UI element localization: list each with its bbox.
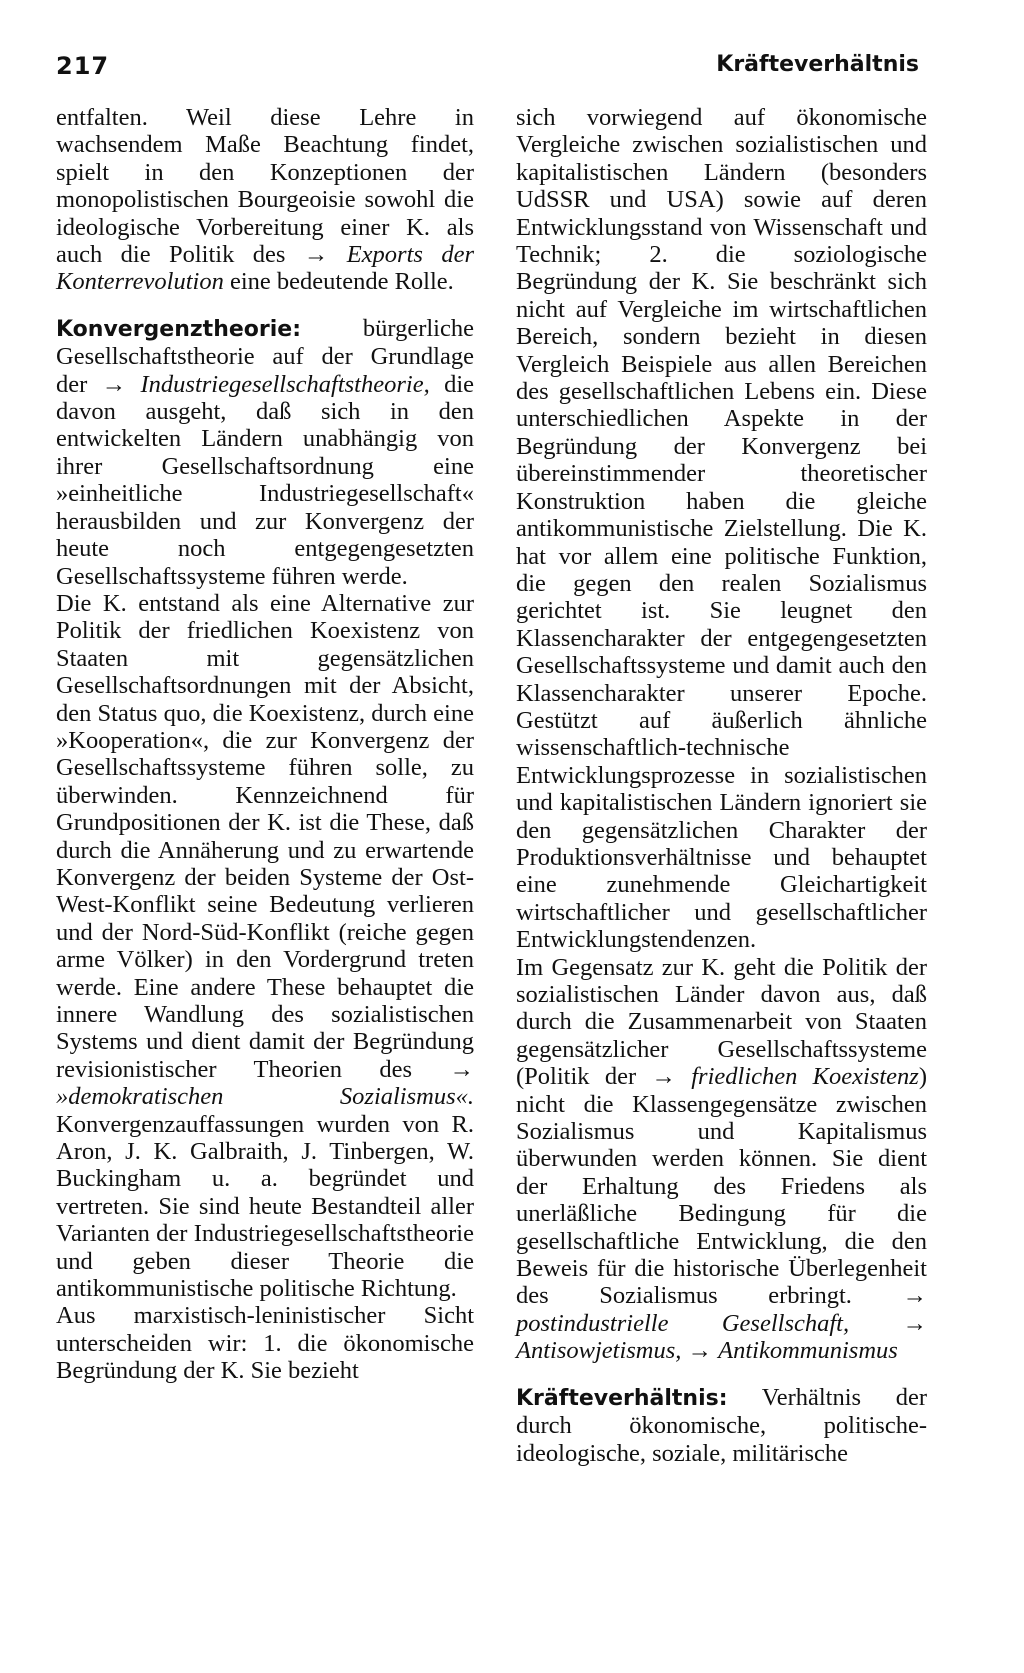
text: bürgerliche Gesellschaftstheorie auf der Grundlage der → — [56, 314, 474, 398]
cross-reference: postindustrielle Gesellschaft, — [516, 1309, 850, 1337]
right-column — [516, 104, 927, 1467]
paragraph: Aus marxistisch-leninistischer Sicht unterscheiden wir: 1. die ökonomische Begründung der K. Sie bezieht — [56, 1302, 474, 1385]
arrow: → — [902, 1309, 927, 1337]
cross-reference: Industriegesellschaftstheorie, — [140, 370, 430, 398]
cross-reference: »demokratischen Sozialismus«. — [56, 1083, 474, 1111]
text: ) nicht die Klassengegensätze zwischen Sozialismus und Kapitalismus überwunden werden können. Sie dient der Erhaltung des Friedens als unerläßliche Bedingung für die gesellschaftliche Entwicklung, die den Beweis für die historische Überlegenheit des Sozialismus erbringt. → — [516, 1063, 927, 1310]
paragraph — [56, 590, 474, 1303]
cross-reference: Antisowjetismus, — [516, 1337, 682, 1365]
entry-konvergenztheorie — [56, 315, 474, 590]
left-column — [56, 104, 474, 1385]
text: entfalten. Weil diese Lehre in wachsendem Maße Beachtung findet, spielt in den Konzeptionen der monopolistischen Bourgeoisie sowohl die ideologische Vorbereitung einer K. als auch die Politik des → — [56, 104, 474, 269]
text: eine bedeutende Rolle. — [229, 268, 454, 296]
cross-reference: Exports der Konterrevolution — [56, 241, 474, 296]
cross-reference: friedlichen Koexistenz — [691, 1063, 919, 1091]
paragraph: sich vorwiegend auf ökonomische Vergleiche zwischen sozialistischen und kapitalistischen Ländern (besonders UdSSR und USA) sowie auf deren Entwicklungsstand von Wissenschaft und Technik; 2. die soziologische Begründung der K. Sie beschränkt sich nicht auf Vergleiche im wirtschaftlichen Bereich, sondern bezieht in diesen Vergleich Beispiele aus allen Bereichen des gesellschaftlichen Lebens ein. Diese unterschiedlichen Aspekte in der Begründung der Konvergenz bei übereinstimmender theoretischer Konstruktion haben die gleiche antikommunistische Zielstellung. Die K. hat vor allem eine politische Funktion, die gegen den realen Sozialismus gerichtet ist. Sie leugnet den Klassencharakter der entgegengesetzten Gesellschaftssysteme und damit auch den Klassencharakter unserer Epoche. Gestützt auf äußerlich ähnliche wissenschaftlich-technische Entwicklungsprozesse in sozialistischen und kapitalistischen Ländern ignoriert sie den gegensätzlichen Charakter der Produktionsverhältnisse und behauptet eine zunehmende Gleichartigkeit wirtschaftlicher und gesellschaftlicher Entwicklungstendenzen. — [516, 104, 927, 954]
page-number: 217 — [56, 52, 110, 80]
running-head: Kräfteverhältnis — [716, 52, 919, 77]
text: Die K. entstand als eine Alternative zur Politik der friedlichen Koexistenz von Staaten mit gegensätzlichen Gesellschaftsordnungen mit der Absicht, den Status quo, die Koexistenz, durch eine »Kooperation«, die zur Konvergenz der Gesellschaftssysteme führen solle, zu überwinden. Kennzeichnend für Grundpositionen der K. ist die These, daß durch die Annäherung und zu erwartende Konvergenz der beiden Systeme der Ost-West-Konflikt seine Bedeutung verlieren und der Nord-Süd-Konflikt (reiche gegen arme Völker) in den Vordergrund treten werde. Eine andere These behauptet die innere Wandlung des sozialistischen Systems und dient damit der Begründung revisionistischer Theorien des → — [56, 589, 474, 1083]
text: Verhältnis der durch ökonomische, politische-ideologische, soziale, militärische — [516, 1383, 927, 1467]
headword: Kräfteverhältnis: — [516, 1385, 728, 1411]
text: Konvergenzauffassungen wurden von R. Aron, J. K. Galbraith, J. Tinbergen, W. Buckingham u. a. begründet und vertreten. Sie sind heute Bestandteil aller Varianten der Industriegesellschaftstheorie und geben dieser Theorie die antikommunistische politische Richtung. — [56, 1110, 474, 1303]
entry-kraefteverhaeltnis — [516, 1384, 927, 1467]
paragraph — [56, 104, 474, 296]
text: die davon ausgeht, daß sich in den entwickelten Ländern unabhängig von ihrer Gesellschaftsordnung eine »einheitliche Industriegesellschaft« herausbilden und zur Konvergenz der heute noch entgegengesetzten Gesellschaftssysteme führen werde. — [56, 370, 474, 590]
arrow: → — [687, 1337, 713, 1365]
text: Im Gegensatz zur K. geht die Politik der sozialistischen Länder davon aus, daß durch die Zusammenarbeit von Staaten gegensätzlicher Gesellschaftssysteme (Politik der → — [516, 953, 927, 1091]
cross-reference: Antikommunismus — [718, 1337, 898, 1365]
paragraph — [516, 954, 927, 1365]
headword: Konvergenztheorie: — [56, 316, 302, 342]
